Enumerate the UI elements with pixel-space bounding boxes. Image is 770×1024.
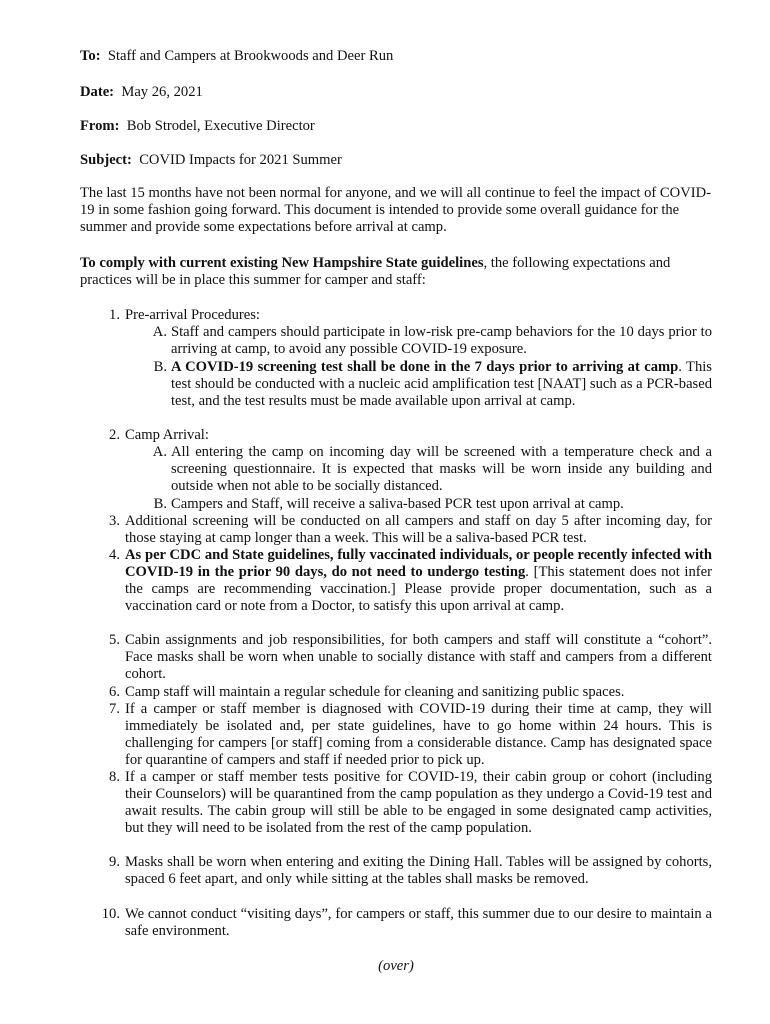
item-6-number: 6. [109,684,120,700]
to-line [80,48,393,65]
comply-paragraph [80,255,712,289]
item-1b-bold: A COVID-19 screening test shall be done in the 7 days prior to arriving at camp [171,359,679,375]
item-2b-text: Campers and Staff, will receive a saliva-based PCR test upon arrival at camp. [171,496,624,512]
item-4-text [125,547,712,615]
item-2-title: Camp Arrival: [125,427,209,443]
item-7-number: 7. [109,701,120,717]
item-1-number: 1. [109,307,120,323]
date-line [80,84,203,101]
date-label: Date: [80,84,115,100]
item-4-number: 4. [109,547,120,563]
item-4-bold: As per CDC and State guidelines, fully vaccinated individuals, or people recently infected with COVID-19 in the prior 90 days, do not need to undergo testing [125,547,712,580]
item-6-text: Camp staff will maintain a regular schedule for cleaning and sanitizing public spaces. [125,684,625,700]
subject-line [80,152,342,169]
item-1a-letter: A. [152,324,167,340]
item-1a-text: Staff and campers should participate in low-risk pre-camp behaviors for the 10 days prior to arriving at camp, to avoid any possible COVID-19 exposure. [171,324,712,357]
item-2-number: 2. [109,427,120,443]
comply-bold: To comply with current existing New Hampshire State guidelines [80,255,484,271]
item-5-number: 5. [109,632,120,648]
item-2b-letter: B. [153,496,167,512]
item-3-text: Additional screening will be conducted on all campers and staff on day 5 after incoming day, for those staying at camp longer than a week. This will be a saliva-based PCR test. [125,513,712,546]
from-line [80,118,315,135]
date-value: May 26, 2021 [121,84,203,100]
item-2a-letter: A. [152,444,167,460]
item-2a-text: All entering the camp on incoming day will be screened with a temperature check and a screening questionnaire. It is expected that masks will be worn inside any building and outside when not able to be socially distanced. [171,444,712,494]
item-4-rest: . [This statement does not infer the camps are recommending vaccination.] Please provide proper documentation, such as a vaccination card or note from a Doctor, to satisfy this upon arrival at camp. [125,564,712,614]
item-9-text: Masks shall be worn when entering and exiting the Dining Hall. Tables will be assigned by cohorts, spaced 6 feet apart, and only while sitting at the tables shall masks be removed. [125,854,712,887]
item-8-number: 8. [109,769,120,785]
from-value: Bob Strodel, Executive Director [126,118,315,134]
subject-value: COVID Impacts for 2021 Summer [139,152,342,168]
to-label: To: [80,48,101,64]
item-1b-letter: B. [153,359,167,375]
from-label: From: [80,118,120,134]
item-1-title: Pre-arrival Procedures: [125,307,260,323]
intro-paragraph: The last 15 months have not been normal for anyone, and we will all continue to feel the impact of COVID-19 in some fashion going forward. This document is intended to provide some overall guidance for the summer and provide some expectations before arrival at camp. [80,185,712,235]
page-footer: (over) [378,958,414,974]
item-8-text: If a camper or staff member tests positive for COVID-19, their cabin group or cohort (including their Counselors) will be quarantined from the camp population as they undergo a Covid-19 test and await results. The cabin group will still be able to be engaged in some designated camp activities, but they will need to be isolated from the rest of the camp population. [125,769,712,836]
item-10-number: 10. [101,906,120,922]
item-3-number: 3. [109,513,120,529]
item-7-text: If a camper or staff member is diagnosed with COVID-19 during their time at camp, they will immediately be isolated and, per state guidelines, have to go home within 24 hours. This is challenging for campers [or staff] coming from a considerable distance. Camp has designated space for quarantine of campers and staff if needed prior to pick up. [125,701,712,768]
item-1b-text [171,359,712,410]
item-9-number: 9. [109,854,120,870]
comply-rest: , the following expectations and practices will be in place this summer for camper and staff: [80,255,671,288]
item-10-text: We cannot conduct “visiting days”, for campers or staff, this summer due to our desire to maintain a safe environment. [125,906,712,939]
item-1b-rest: . This test should be conducted with a nucleic acid amplification test [NAAT] such as a PCR-based test, and the test results must be made available upon arrival at camp. [171,359,712,409]
to-value: Staff and Campers at Brookwoods and Deer Run [107,48,394,64]
subject-label: Subject: [80,152,132,168]
item-5-text: Cabin assignments and job responsibilities, for both campers and staff will constitute a “cohort”. Face masks shall be worn when unable to socially distance with staff and campers from a different cohort. [125,632,712,682]
